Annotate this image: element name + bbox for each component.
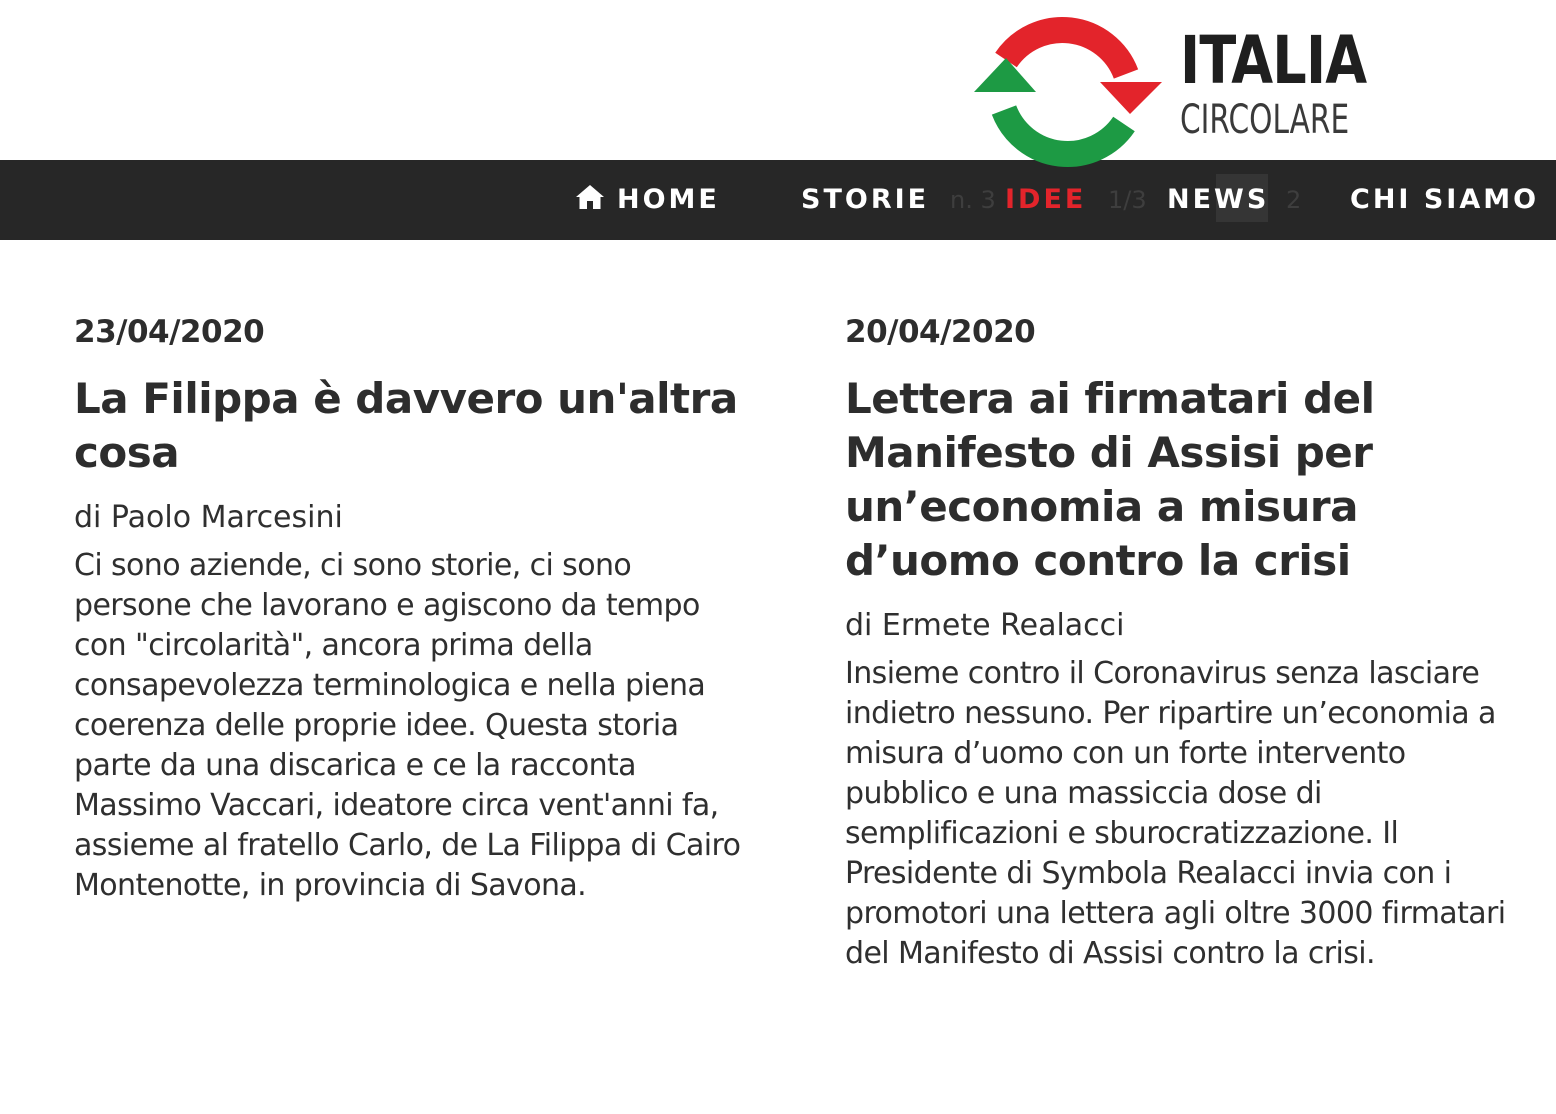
nav-item-label: IDEE — [1005, 184, 1087, 215]
article-author: di Ermete Realacci — [845, 608, 1125, 643]
logo-subtitle: CIRCOLARE — [1180, 97, 1350, 143]
article-excerpt: Ci sono aziende, ci sono storie, ci sono persone che lavorano e agiscono da tempo con "circolarità", ancora prima della consapevolezza terminologica e nella piena coerenza delle proprie idee. Questa storia parte da una discarica e ce la racconta Massimo Vaccari, ideatore circa vent'anni fa, assieme al fratello Carlo, de La Filippa di Cairo Montenotte, in provincia di Savona. — [74, 548, 741, 903]
logo-title: ITALIA — [1180, 22, 1367, 99]
article-title-link[interactable]: La Filippa è davvero un'altra cosa — [74, 374, 738, 477]
article-card — [74, 312, 744, 906]
nav-ghost-text: 1/3 — [1108, 186, 1147, 214]
home-icon — [575, 184, 605, 210]
article-title-link[interactable]: Lettera ai firmatari del Manifesto di Assisi per un’economia a misura d’uomo contro la crisi — [845, 374, 1375, 585]
nav-item-label: HOME — [617, 184, 720, 215]
article-date: 23/04/2020 — [74, 314, 265, 350]
nav-ghost-text: n. 3 — [950, 186, 996, 214]
nav-item-home[interactable] — [575, 160, 720, 240]
site-logo[interactable] — [968, 2, 1408, 174]
circular-arrows-logo-icon — [968, 2, 1168, 174]
logo-text — [1180, 22, 1409, 143]
nav-item-label: NEWS — [1167, 184, 1270, 215]
article-card — [845, 312, 1525, 974]
nav-item-label: STORIE — [801, 184, 930, 215]
article-author: di Paolo Marcesini — [74, 500, 343, 535]
nav-item-storie[interactable] — [801, 160, 929, 240]
article-excerpt: Insieme contro il Coronavirus senza lasciare indietro nessuno. Per ripartire un’economia a misura d’uomo con un forte intervento pubblico e una massiccia dose di semplificazioni e sburocratizzazione. Il Presidente di Symbola Realacci invia con i promotori una lettera agli oltre 3000 firmatari del Manifesto di Assisi contro la crisi. — [845, 656, 1506, 971]
nav-ghost-text: 2 — [1286, 186, 1302, 214]
article-date: 20/04/2020 — [845, 314, 1036, 350]
nav-item-label: CHI SIAMO — [1350, 184, 1540, 215]
